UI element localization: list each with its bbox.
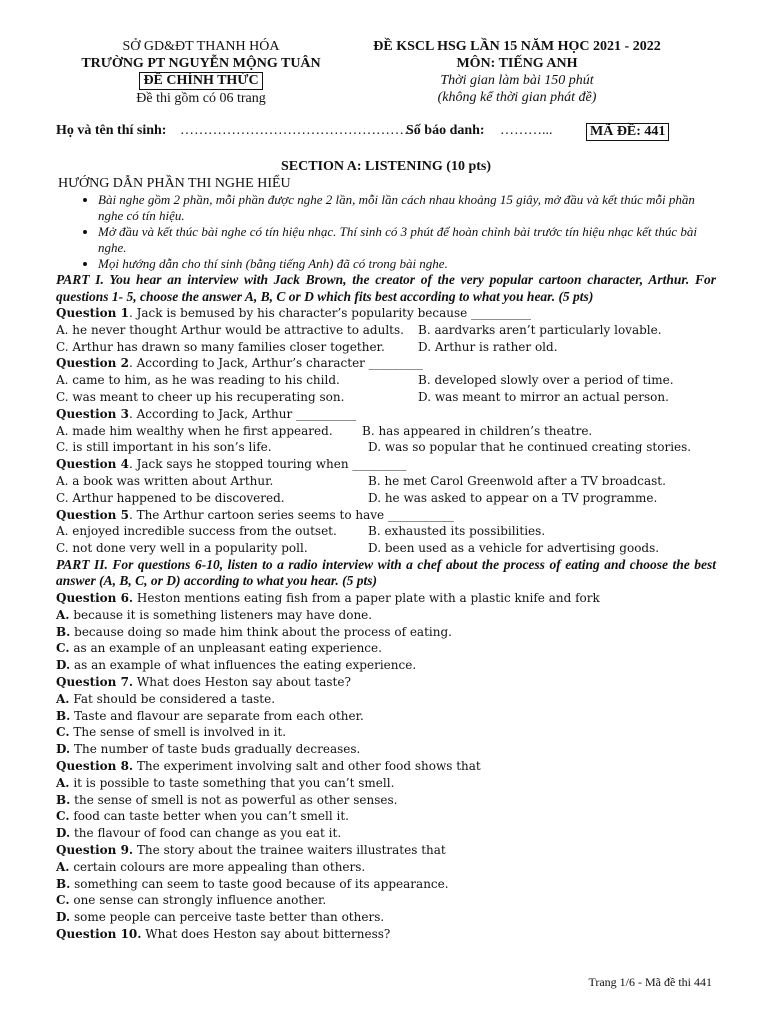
- duration: Thời gian làm bài 150 phút: [440, 73, 594, 88]
- part2-questions: [56, 590, 716, 943]
- guide-heading: HƯỚNG DẪN PHẦN THI NGHE HIỂU: [58, 176, 291, 191]
- question-label: Question 8.: [56, 758, 134, 773]
- question-text: . Jack says he stopped touring when _________: [128, 457, 407, 472]
- option-key: C.: [56, 893, 70, 908]
- question-text: Heston mentions eating fish from a paper plate with a plastic knife and fork: [133, 590, 600, 605]
- option-text: some people can perceive taste better than others.: [70, 910, 385, 925]
- department-name: SỞ GD&ĐT THANH HÓA: [122, 39, 280, 54]
- option-a: [56, 607, 716, 624]
- option-text: something can seem to taste good because of its appearance.: [70, 876, 449, 891]
- candidate-name-label: Họ và tên thí sinh:: [56, 123, 167, 138]
- question-text: . Jack is bemused by his character’s popularity because __________: [128, 306, 532, 320]
- option-row: [56, 490, 716, 507]
- option-c: C. Arthur happened to be discovered.: [56, 490, 285, 505]
- option-row: [56, 473, 716, 490]
- option-row: [56, 339, 716, 356]
- option-a: A. a book was written about Arthur.: [56, 473, 274, 488]
- option-key: B.: [56, 876, 71, 891]
- question-6: [56, 590, 716, 607]
- option-d: D. Arthur is rather old.: [418, 339, 558, 354]
- option-key: B.: [56, 624, 71, 639]
- option-c: [56, 892, 716, 909]
- option-d: [56, 657, 716, 674]
- guide-item: • Bài nghe gồm 2 phần, mỗi phần được nghe 2 lần, mỗi lần cách nhau khoảng 15 giây, mở đầu và kết thúc mỗi phần nghe có tín hiệu.: [98, 192, 716, 224]
- option-a: A. enjoyed incredible success from the outset.: [56, 524, 337, 539]
- option-text: the sense of smell is not as powerful as other senses.: [70, 792, 398, 807]
- exam-title: ĐỀ KSCL HSG LẦN 15 NĂM HỌC 2021 - 2022: [373, 39, 661, 54]
- option-c: [56, 640, 716, 657]
- option-key: A.: [56, 607, 70, 622]
- question-8: [56, 758, 716, 775]
- question-label: Question 2: [56, 356, 129, 371]
- question-label: Question 1: [56, 306, 129, 320]
- option-b: [56, 624, 716, 641]
- option-row: [56, 372, 716, 389]
- guide-item: • Mở đầu và kết thúc bài nghe có tín hiệu nhạc. Thí sinh có 3 phút để hoàn chỉnh bài trước tín hiệu nhạc kết thúc bài nghe.: [98, 224, 716, 256]
- option-b: B. developed slowly over a period of time.: [418, 373, 674, 388]
- option-d: D. been used as a vehicle for advertising goods.: [368, 541, 660, 556]
- option-d: D. he was asked to appear on a TV programme.: [368, 490, 658, 505]
- page-footer: Trang 1/6 - Mã đề thi 441: [588, 975, 712, 989]
- candidate-number-dots: ………...: [500, 123, 553, 138]
- option-b: B. exhausted its possibilities.: [368, 524, 546, 539]
- question-label: Question 5: [56, 507, 129, 522]
- option-b: [56, 876, 716, 893]
- question-text: The story about the trainee waiters illustrates that: [133, 842, 446, 857]
- option-d: [56, 741, 716, 758]
- option-b: [56, 708, 716, 725]
- option-a: [56, 859, 716, 876]
- option-row: [56, 523, 716, 540]
- candidate-info: [56, 123, 676, 143]
- option-c: [56, 808, 716, 825]
- option-a: A. he never thought Arthur would be attractive to adults.: [56, 322, 404, 337]
- option-key: A.: [56, 691, 70, 706]
- option-text: one sense can strongly influence another.: [69, 893, 327, 908]
- pages-note: Đề thi gồm có 06 trang: [136, 91, 266, 106]
- option-key: A.: [56, 775, 70, 790]
- question-text: What does Heston say about taste?: [133, 674, 351, 689]
- option-text: Fat should be considered a taste.: [69, 691, 276, 706]
- option-d: [56, 825, 716, 842]
- option-key: D.: [56, 658, 71, 673]
- question-label: Question 10.: [56, 926, 142, 941]
- option-b: B. he met Carol Greenwold after a TV broadcast.: [368, 473, 666, 488]
- question-text: . The Arthur cartoon series seems to have ___________: [128, 507, 454, 522]
- option-row: [56, 322, 716, 339]
- option-c: C. not done very well in a popularity poll.: [56, 541, 308, 556]
- part1-instruction: PART I. You hear an interview with Jack Brown, the creator of the very popular cartoon character, Arthur. For questions 1- 5, choose the answer A, B, C or D which fits best according to what you hear. (5 pts): [56, 272, 716, 304]
- option-key: D.: [56, 910, 71, 925]
- option-text: the flavour of food can change as you eat it.: [70, 826, 342, 841]
- option-c: [56, 724, 716, 741]
- school-name: TRƯỜNG PT NGUYỄN MỘNG TUÂN: [81, 56, 321, 71]
- option-a: [56, 775, 716, 792]
- option-text: as an example of what influences the eating experience.: [70, 658, 417, 673]
- question-label: Question 6.: [56, 590, 134, 605]
- question-label: Question 7.: [56, 674, 134, 689]
- option-d: D. was meant to mirror an actual person.: [418, 389, 669, 404]
- option-key: D.: [56, 742, 71, 757]
- question-label: Question 4: [56, 457, 129, 472]
- option-key: B.: [56, 708, 71, 723]
- section-a-title: SECTION A: LISTENING (10 pts): [280, 159, 492, 174]
- question-2: [56, 355, 716, 372]
- option-b: B. aardvarks aren’t particularly lovable.: [418, 322, 662, 337]
- question-9: [56, 842, 716, 859]
- question-5: [56, 507, 716, 524]
- option-text: food can taste better when you can’t smell it.: [69, 809, 349, 824]
- question-text: The experiment involving salt and other food shows that: [133, 758, 481, 773]
- header-left: [56, 38, 346, 107]
- option-text: The number of taste buds gradually decreases.: [70, 742, 361, 757]
- option-row: [56, 389, 716, 406]
- option-row: [56, 423, 716, 440]
- question-text: . According to Jack, Arthur __________: [128, 406, 357, 421]
- option-key: D.: [56, 826, 71, 841]
- candidate-name-dots: ……………………………………………: [180, 123, 418, 138]
- question-label: Question 9.: [56, 842, 134, 857]
- subject: MÔN: TIẾNG ANH: [456, 56, 578, 71]
- exam-code: MÃ ĐỀ: 441: [586, 123, 669, 141]
- option-key: A.: [56, 859, 70, 874]
- option-c: C. is still important in his son’s life.: [56, 440, 272, 455]
- option-text: Taste and flavour are separate from each other.: [70, 708, 364, 723]
- option-b: B. has appeared in children’s theatre.: [362, 423, 593, 438]
- option-text: because it is something listeners may have done.: [69, 607, 373, 622]
- option-a: A. came to him, as he was reading to his child.: [56, 373, 340, 388]
- guide-list: [56, 192, 716, 272]
- option-key: B.: [56, 792, 71, 807]
- part2-instruction: PART II. For questions 6-10, listen to a radio interview with a chef about the process of eating and choose the best answer (A, B, C, or D) according to what you hear. (5 pts): [56, 556, 716, 589]
- option-text: because doing so made him think about the process of eating.: [70, 624, 452, 639]
- option-key: C.: [56, 809, 70, 824]
- option-c: C. was meant to cheer up his recuperating son.: [56, 389, 345, 404]
- option-key: C.: [56, 725, 70, 740]
- header-right: [352, 38, 682, 106]
- question-10: [56, 926, 716, 943]
- option-row: [56, 540, 716, 557]
- option-b: [56, 792, 716, 809]
- question-label: Question 3: [56, 406, 129, 421]
- guide-item: • Mọi hướng dẫn cho thí sinh (bằng tiếng Anh) đã có trong bài nghe.: [98, 256, 716, 272]
- option-row: [56, 439, 716, 456]
- question-3: [56, 406, 716, 423]
- option-text: certain colours are more appealing than others.: [69, 859, 366, 874]
- official-badge: ĐỀ CHÍNH THỨC: [139, 72, 262, 90]
- exam-body: [56, 158, 716, 943]
- option-text: The sense of smell is involved in it.: [69, 725, 287, 740]
- option-key: C.: [56, 641, 70, 656]
- option-a: A. made him wealthy when he first appeared.: [56, 423, 333, 438]
- option-d: [56, 909, 716, 926]
- option-d: D. was so popular that he continued creating stories.: [368, 440, 692, 455]
- option-c: C. Arthur has drawn so many families closer together.: [56, 339, 385, 354]
- option-text: as an example of an unpleasant eating experience.: [69, 641, 382, 656]
- candidate-number-label: Số báo danh:: [406, 123, 485, 138]
- question-text: . According to Jack, Arthur’s character _________: [128, 356, 423, 371]
- question-text: What does Heston say about bitterness?: [141, 926, 391, 941]
- question-7: [56, 674, 716, 691]
- duration-note: (không kể thời gian phát đề): [437, 90, 597, 105]
- option-text: it is possible to taste something that you can’t smell.: [69, 775, 395, 790]
- question-1: [56, 305, 716, 322]
- question-4: [56, 456, 716, 473]
- option-a: [56, 691, 716, 708]
- part1-questions: [56, 305, 716, 557]
